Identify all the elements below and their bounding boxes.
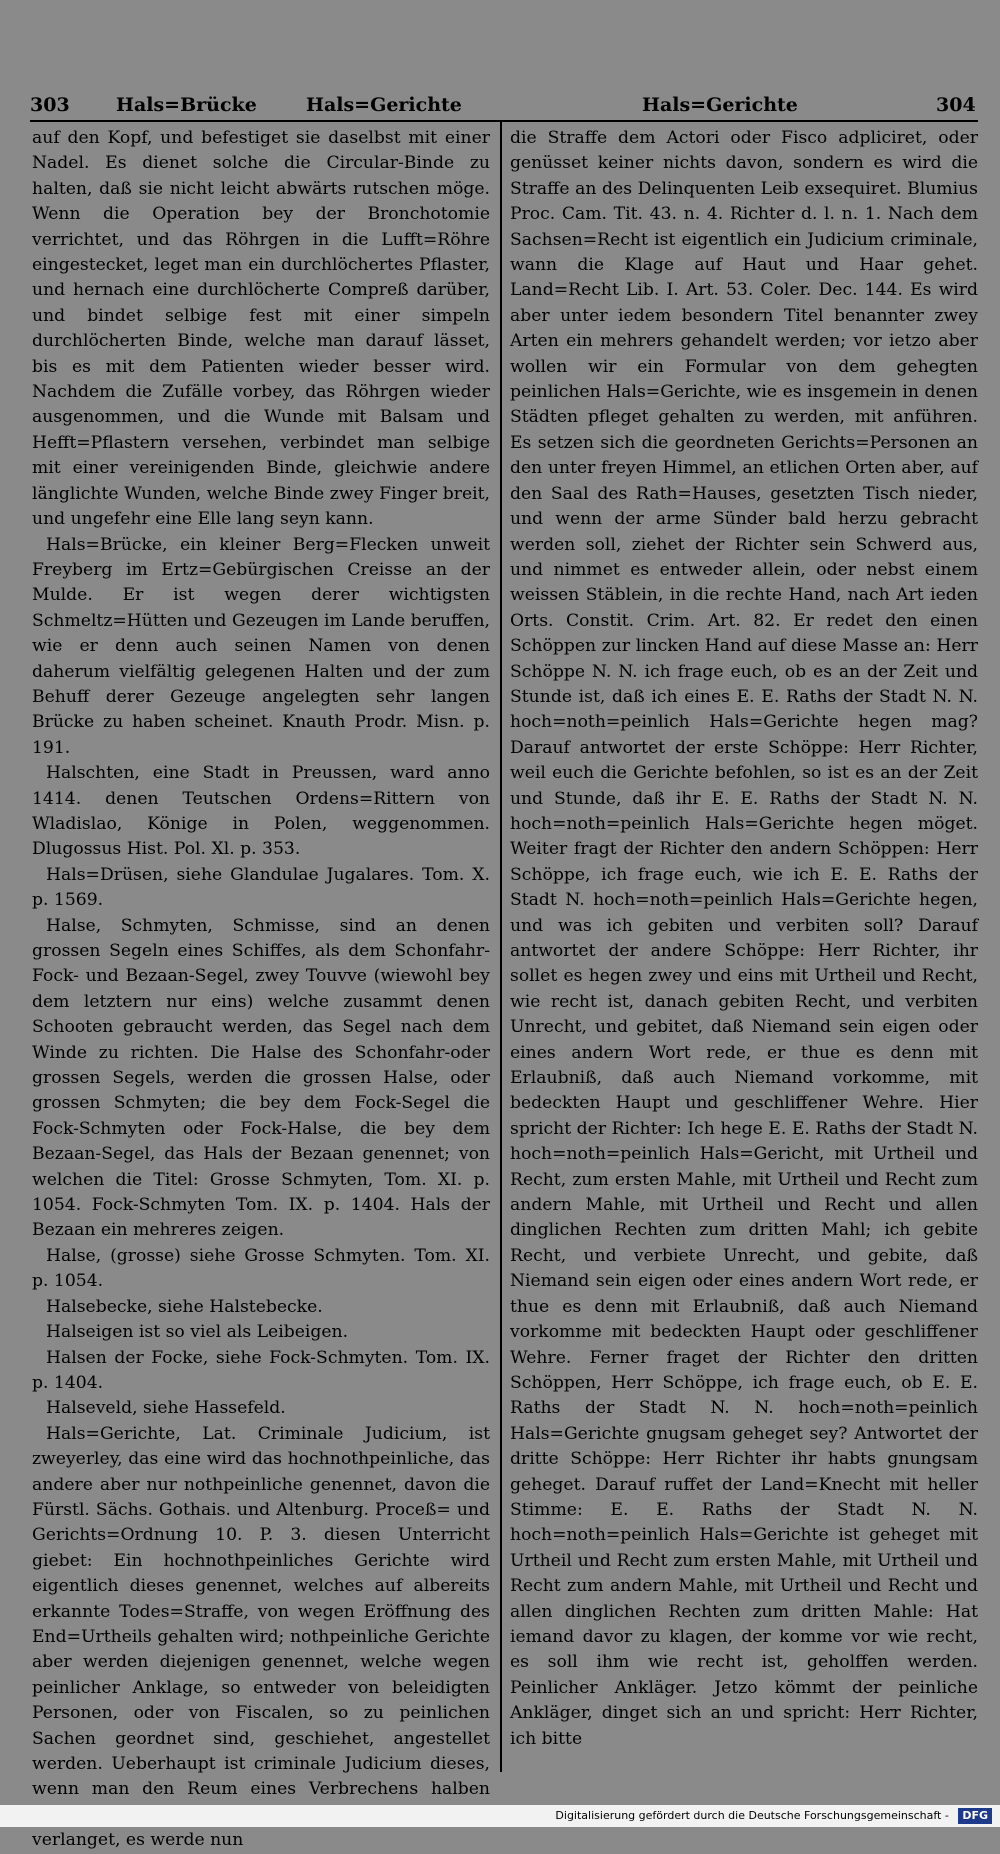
- left-headword-1: Hals=Brücke: [116, 94, 257, 116]
- right-page-number: 304: [936, 94, 976, 116]
- running-header: [30, 90, 978, 120]
- dictionary-entry: Halse, Schmyten, Schmisse, sind an denen grossen Segeln eines Schiffes, als dem Schonfahr-Fock- und Bezaan-Segel, zwey Touvve (wiewohl bey dem letztern nur eins) welche zusammt denen Schooten gebraucht werden, das Segel nach dem Winde zu richten. Die Halse des Schonfahr-oder grossen Segels, werden die grossen Halse, oder grossen Schmyten; die bey dem Fock-Segel die Fock-Schmyten oder Fock-Halse, die bey dem Bezaan-Segel, das Hals der Bezaan genennet; von welchen die Titel: Grosse Schmyten, Tom. XI. p. 1054. Fock-Schmyten Tom. IX. p. 1404. Hals der Bezaan ein mehreres zeigen.: [32, 915, 490, 1241]
- dictionary-entry: Hals=Gerichte, Lat. Criminale Judicium, ist zweyerley, das eine wird das hochnothpeinliche, das andere aber nur nothpeinliche genennet, davon die Fürstl. Sächs. Gothais. und Altenburg. Proceß= und Gerichts=Ordnung 10. P. 3. diesen Unterricht giebet: Ein hochnothpeinliches Gerichte wird eigentlich dieses genennet, welches auf albereits erkannte Todes=Straffe, von wegen Eröffnung des End=Urtheils gehalten wird; nothpeinliche Gerichte aber werden diejenigen genennet, welche wegen peinlicher Anklage, so entweder von beleidigten Personen, oder von Fiscalen, so zu peinlichen Sachen geordnet sind, geschiehet, angestellet werden. Ueberhaupt ist criminale Judicium dieses, wenn man den Reum eines Verbrechens halben verlanget, es werde nun: [32, 1423, 490, 1851]
- dictionary-entry: Halseveld, siehe Hassefeld.: [46, 1398, 286, 1419]
- dictionary-entry: Hals=Drüsen, siehe Glandulae Jugalares. Tom. X. p. 1569.: [32, 864, 490, 911]
- header-rule: [30, 120, 978, 122]
- dictionary-entry: auf den Kopf, und befestiget sie daselbst mit einer Nadel. Es dienet solche die Circular-Binde zu halten, daß sie nicht leicht abwärts rutschen möge. Wenn die Operation bey der Bronchotomie verrichtet, und das Röhrgen in die Lufft=Röhre eingestecket, leget man ein durchlöchertes Pflaster, und hernach eine durchlöcherte Compreß darüber, und bindet selbige fest mit einer simpeln durchlöcherten Binde, welche man darauf lässet, bis es mit dem Patienten wieder besser wird. Nachdem die Zufälle vorbey, das Röhrgen wieder ausgenommen, und die Wunde mit Balsam und Hefft=Pflastern versehen, verbindet man selbige mit einer vereinigenden Binde, gleichwie andere länglichte Wunden, welche Binde zwey Finger breit, und ungefehr eine Elle lang seyn kann.: [32, 128, 490, 530]
- left-page-number: 303: [30, 94, 70, 116]
- dictionary-entry: Halsen der Focke, siehe Fock-Schmyten. Tom. IX. p. 1404.: [32, 1347, 490, 1393]
- column-divider: [500, 122, 502, 1772]
- footer-credit-text: Digitalisierung gefördert durch die Deutsche Forschungsgemeinschaft -: [555, 1809, 949, 1822]
- right-column: [510, 126, 978, 1766]
- digitization-footer: [0, 1805, 1000, 1827]
- dictionary-entry: die Straffe dem Actori oder Fisco adpliciret, oder genüsset keiner nichts davon, sondern es wird die Straffe an des Delinquenten Leib exsequiret. Blumius Proc. Cam. Tit. 43. n. 4. Richter d. l. n. 1. Nach dem Sachsen=Recht ist eigentlich ein Judicium criminale, wann die Klage auf Haut und Haar gehet. Land=Recht Lib. I. Art. 53. Coler. Dec. 144. Es wird aber unter iedem besondern Titel benannter zwey Arten ein mehrers gehandelt werden; vor ietzo aber wollen wir ein Formular von dem gehegten peinlichen Hals=Gerichte, wie es insgemein in denen Städten pfleget gehalten zu werden, mit anführen. Es setzen sich die geordneten Gerichts=Personen an den unter freyen Himmel, an etlichen Orten aber, auf den Saal des Rath=Hauses, gesetzten Tisch nieder, und wenn der arme Sünder bald herzu gebracht werden soll, ziehet der Richter sein Schwerd aus, und nimmet es entweder allein, oder nebst einem weissen Stäblein, in die rechte Hand, nach Art ieden Orts. Constit. Crim. Art. 82. Er redet den einen Schöppen zur lincken Hand auf diese Masse an: Herr Schöppe N. N. ich frage euch, ob es an der Zeit und Stunde ist, daß ich eines E. E. Raths der Stadt N. N. hoch=noth=peinlich Hals=Gerichte hegen mag? Darauf antwortet der erste Schöppe: Herr Richter, weil euch die Gerichte befohlen, so ist es an der Zeit und Stunde, daß ihr E. E. Raths der Stadt N. N. hoch=noth=peinlich Hals=Gerichte hegen möget. Weiter fragt der Richter den andern Schöppen: Herr Schöppe, ich frage euch, wie ich E. E. Raths der Stadt N. hoch=noth=peinlich Hals=Gerichte hegen, und was ich gebiten und verbiten soll? Darauf antwortet der andere Schöppe: Herr Richter, ihr sollet es hegen zwey und eins mit Urtheil und Recht, wie recht ist, danach gebiten Recht, und verbiten Unrecht, und gebitet, daß Niemand sein eigen oder eines andern Wort rede, er thue es denn mit Erlaubniß, daß auch Niemand vorkomme, mit bedeckten Haupt und geschliffener Wehre. Hier spricht der Richter: Ich hege E. E. Raths der Stadt N. hoch=noth=peinlich Hals=Gericht, mit Urtheil und Recht, zum ersten Mahle, mit Urtheil und Recht zum andern Mahle, mit Urtheil und Recht und allen dinglichen Rechten zum dritten Mahl; ich gebite Recht, und verbiete Unrecht, und gebite, daß Niemand sein eigen oder eines andern Wort rede, er thue es denn mit Erlaubniß, daß auch Niemand vorkomme mit bedeckten Haupt oder geschliffener Wehre. Ferner fraget der Richter den dritten Schöppen, Herr Schöppe, ich frage euch, ob E. E. Raths der Stadt N. N. hoch=noth=peinlich Hals=Gerichte gnugsam geheget sey? Antwortet der dritte Schöppe: Herr Richter ihr habts gnungsam geheget. Darauf ruffet der Land=Knecht mit heller Stimme: E. E. Raths der Stadt N. N. hoch=noth=peinlich Hals=Gerichte ist geheget mit Urtheil und Recht zum ersten Mahle, mit Urtheil und Recht zum andern Mahle, mit Urtheil und Recht und allen dinglichen Rechten zum dritten Mahle: Hat iemand davor zu klagen, der komme vor wie recht, es soll ihm wie recht ist, geholffen werden. Peinlicher Ankläger. Jetzo kömmt der peinliche Ankläger, dinget sich an und spricht: Herr Richter, ich bitte: [510, 128, 978, 1749]
- dictionary-entry: Halse, (grosse) siehe Grosse Schmyten. Tom. XI. p. 1054.: [32, 1245, 490, 1292]
- right-headword: Hals=Gerichte: [642, 94, 798, 116]
- left-column: [32, 126, 490, 1851]
- dfg-logo: DFG: [958, 1808, 992, 1824]
- dictionary-entry: Halschten, eine Stadt in Preussen, ward anno 1414. denen Teutschen Ordens=Rittern von Wladislao, Könige in Polen, weggenommen. Dlugossus Hist. Pol. Xl. p. 353.: [32, 763, 490, 860]
- dictionary-entry: Halseigen ist so viel als Leibeigen.: [46, 1322, 349, 1343]
- left-headword-2: Hals=Gerichte: [306, 94, 462, 116]
- dictionary-entry: Hals=Brücke, ein kleiner Berg=Flecken unweit Freyberg im Ertz=Gebürgischen Creisse an der Mulde. Er ist wegen derer wichtigsten Schmeltz=Hütten und Gezeugen im Lande beruffen, wie er denn auch seinen Namen von denen daherum vielfältig gelegenen Halten und der zum Behuff derer Gezeuge angelegten sehr langen Brücke zu haben scheinet. Knauth Prodr. Misn. p. 191.: [32, 534, 490, 758]
- dictionary-entry: Halsebecke, siehe Halstebecke.: [46, 1296, 323, 1317]
